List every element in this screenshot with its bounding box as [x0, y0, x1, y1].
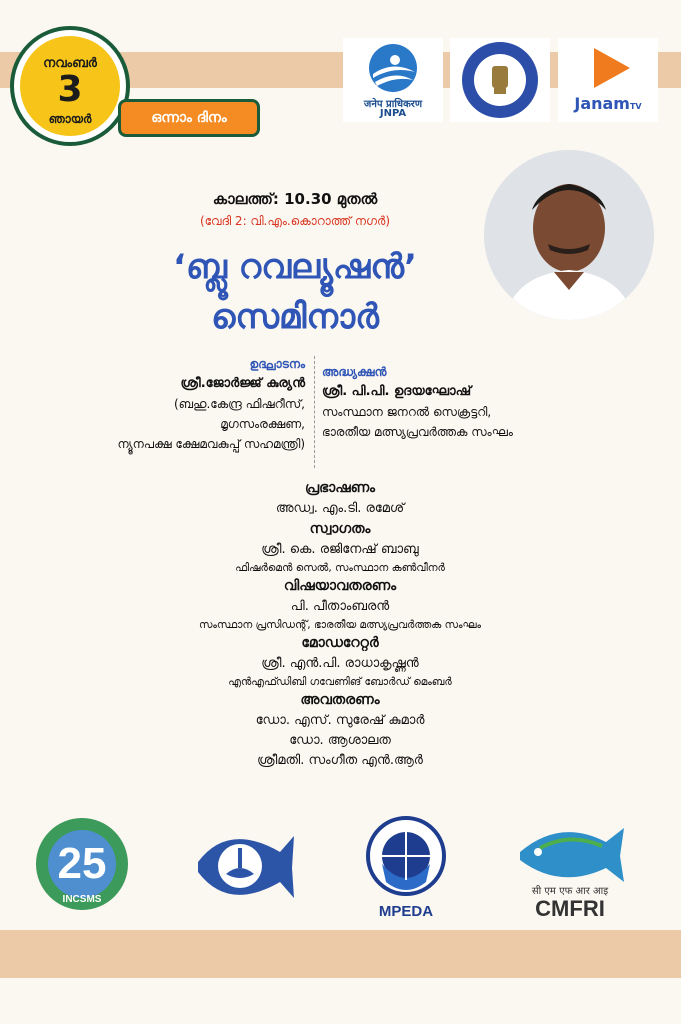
- page-footer-space: [0, 978, 681, 1024]
- programme-name: ശ്രീ. കെ. രജിനേഷ് ബാബു: [261, 542, 419, 557]
- programme-role: മോഡറേറ്റർ: [301, 635, 379, 651]
- msme-emblem-icon: [450, 38, 550, 122]
- mpeda-emblem-icon: [356, 812, 456, 922]
- president-role: അദ്ധ്യക്ഷൻ: [322, 365, 387, 379]
- inauguration-desc: മൃഗസംരക്ഷണ,: [220, 417, 305, 431]
- fish-emblem-logo: [188, 812, 300, 922]
- speaker-portrait: [484, 150, 654, 320]
- programme-item: [100, 690, 580, 771]
- programme-item: [100, 633, 580, 690]
- janam-tv-logo: [558, 38, 658, 122]
- president-desc: സംസ്ഥാന ജനറൽ സെക്രട്ടറി,: [322, 405, 492, 419]
- bottom-band: [0, 930, 681, 978]
- msme-logo: [450, 38, 550, 122]
- incsms-emblem-icon: [26, 812, 138, 922]
- column-divider: [314, 356, 315, 468]
- programme-name: ശ്രീമതി. സംഗീത എൻ.ആർ: [257, 753, 423, 768]
- event-time: കാലത്ത്: 10.30 മുതൽ: [212, 190, 378, 208]
- event-title-line1: ‘ബ്ലൂ റവല്യൂഷൻ’: [173, 247, 417, 287]
- play-icon: [558, 38, 658, 96]
- programme-name: ഡോ. എസ്. സുരേഷ് കുമാർ: [255, 713, 425, 728]
- programme-item: [100, 478, 580, 519]
- fish-emblem-icon: [188, 812, 300, 922]
- inauguration-name: ശ്രീ.ജോർജ്ജ് കുര്യൻ: [180, 376, 305, 391]
- inauguration-desc: (ബഹു.കേന്ദ്ര ഫിഷറീസ്,: [173, 397, 305, 411]
- programme-name: ഡോ. ആശാലത: [289, 733, 391, 748]
- programme-name: പി. പീതാംബരൻ: [290, 599, 390, 614]
- incsms-label: INCSMS: [62, 894, 102, 905]
- programme-role: വിഷയാവതരണം: [283, 578, 397, 594]
- cmfri-hindi-label: सी एम एफ आर आइ: [531, 886, 609, 897]
- programme-item: [100, 519, 580, 576]
- programme-role: പ്രഭാഷണം: [304, 480, 375, 496]
- programme-list: [100, 478, 580, 771]
- event-venue: (വേദി 2: വി.എം.കൊറാത്ത് നഗർ): [199, 214, 391, 228]
- svg-text:25: 25: [57, 839, 107, 888]
- inauguration-role: ഉദ്ഘാടനം: [249, 357, 305, 371]
- programme-sub: എൻഎഫ്ഡിബി ഗവേണിങ് ബോർഡ് മെംബർ: [228, 676, 452, 688]
- programme-role: സ്വാഗതം: [309, 521, 371, 537]
- jnpa-name: JNPA: [379, 108, 407, 119]
- incsms-logo: [26, 812, 138, 922]
- date-day: 3: [57, 69, 83, 110]
- jnpa-hindi-name: जनेप प्राधिकरण: [363, 99, 423, 110]
- inauguration-desc: ന്യൂനപക്ഷ ക്ഷേമവകുപ്പ് സഹമന്ത്രി): [117, 437, 305, 451]
- janam-name: JanamTV: [574, 94, 642, 113]
- programme-sub: ഫിഷർമെൻ സെൽ, സംസ്ഥാന കൺവീനർ: [235, 562, 445, 574]
- event-title-line2: സെമിനാർ: [211, 297, 379, 337]
- programme-item: [100, 576, 580, 633]
- president-desc: ഭാരതീയ മത്സ്യപ്രവർത്തക സംഘം: [322, 425, 513, 439]
- mpeda-logo: [356, 812, 456, 922]
- cmfri-logo: [510, 812, 630, 922]
- jnpa-emblem-icon: [343, 38, 443, 96]
- date-month: നവംബർ: [43, 56, 97, 71]
- programme-sub: സംസ്ഥാന പ്രസിഡന്റ്, ഭാരതീയ മത്സ്യപ്രവർത്തക സംഘം: [199, 619, 481, 631]
- cmfri-fish-icon: [510, 812, 630, 922]
- programme-name: ശ്രീ. എൻ.പി. രാധാകൃഷ്ണൻ: [261, 656, 419, 671]
- inauguration-block: [80, 354, 305, 454]
- programme-role: അവതരണം: [300, 692, 380, 708]
- president-name: ശ്രീ. പി.പി. ഉദയഘോഷ്: [322, 384, 472, 399]
- mpeda-label: MPEDA: [378, 903, 434, 920]
- president-block: [322, 362, 582, 442]
- jnpa-logo: [343, 38, 443, 122]
- programme-name: അഡ്വ. എം.ടി. രമേശ്: [275, 501, 405, 516]
- person-photo-icon: [484, 150, 654, 320]
- cmfri-label: CMFRI: [535, 896, 605, 921]
- day-tag: ഒന്നാം ദിനം: [118, 99, 260, 137]
- date-weekday: ഞായർ: [48, 112, 92, 126]
